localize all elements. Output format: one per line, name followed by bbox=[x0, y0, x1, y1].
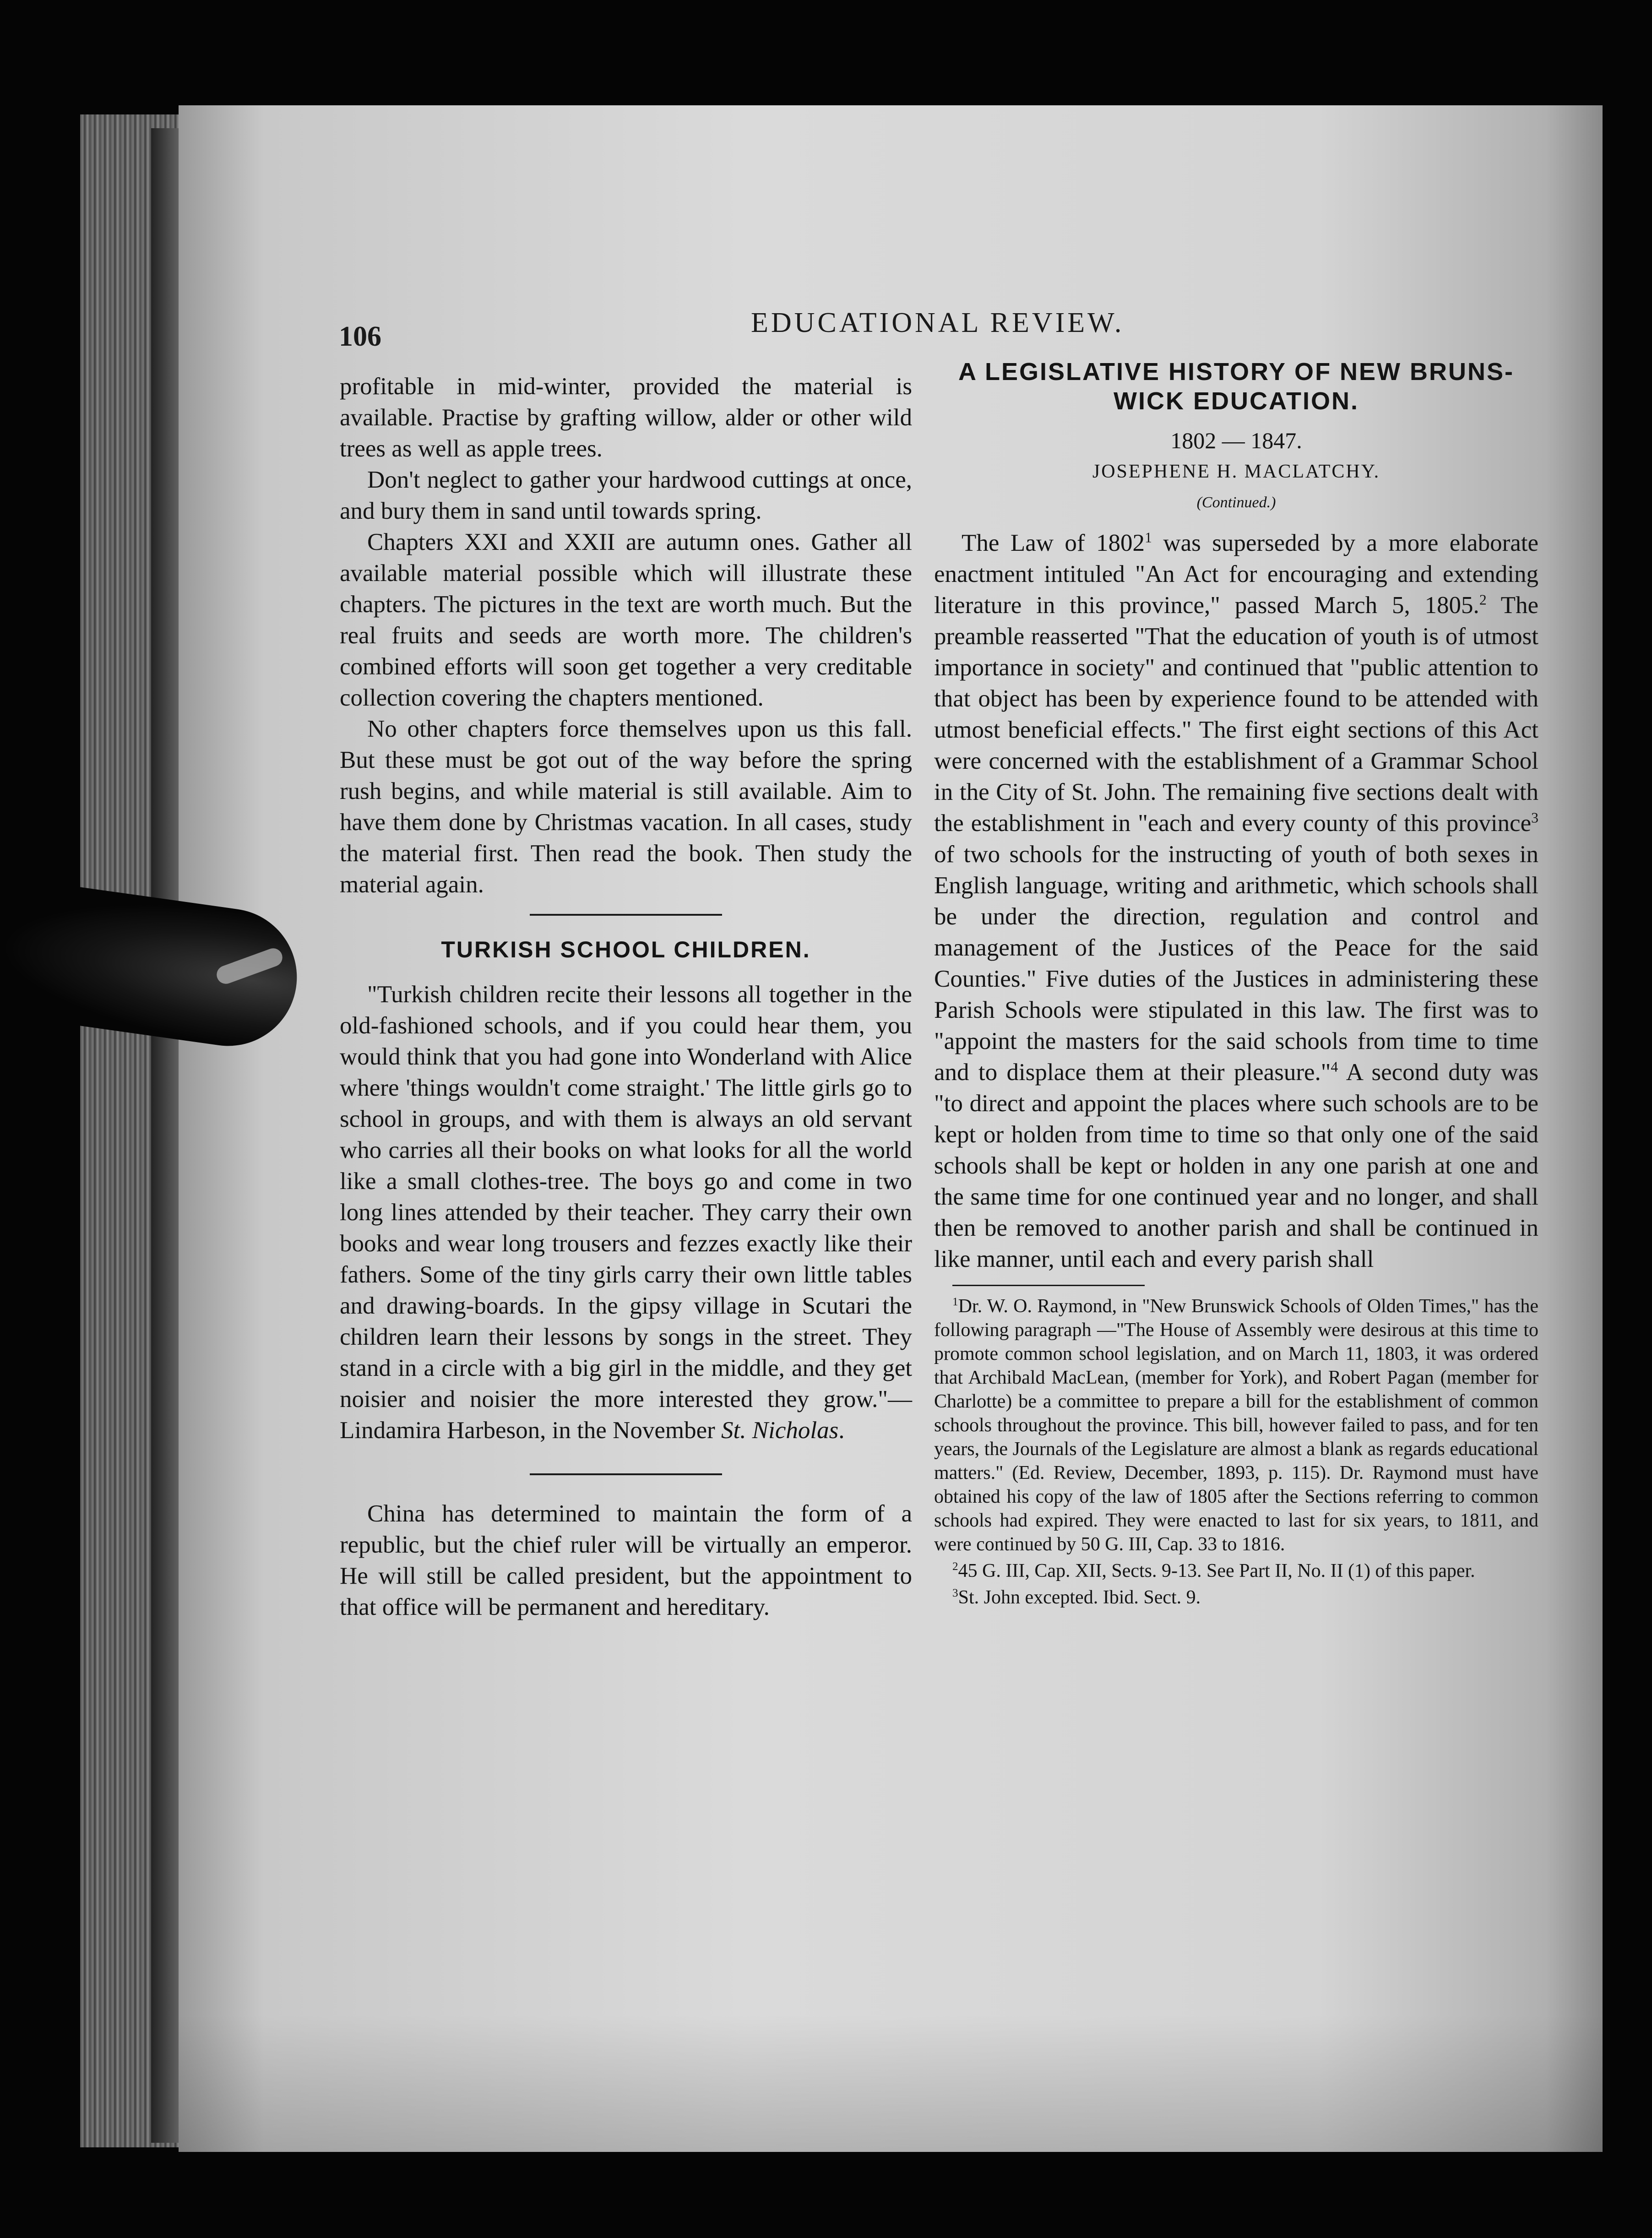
section-divider bbox=[530, 914, 722, 916]
body-text: The preamble reasserted "That the education of youth is of utmost importance in society" and continued that "public attention to that object has been by experience found to be attended with utmost beneficial effects." The first eight sections of this Act were concerned with the establishment of a Grammar School in the City of St. John. The remaining five sections dealt with the establishment in "each and every county of this province bbox=[934, 592, 1538, 837]
turkish-text: "Turkish children recite their lessons all together in the old-fashioned schools, and if you could hear them, you would think that you had gone into Wonderland with Alice where 'things wouldn't come straight.' The little girls go to school in groups, and with them is always an old servant who carries all their books on what looks for all the world like a small clothes-tree. The boys go and come in two long lines attended by their teacher. They carry their own books and wear long trousers and fezzes exactly like their fathers. Some of the tiny girls carry their own little tables and drawing-boards. In the gipsy village in Scutari the children learn their lessons by songs in the street. They stand in a circle with a big girl in the middle, and they get noisier and noisier the more interested they grow."— Lindamira Harbeson, in the November bbox=[340, 981, 912, 1444]
paragraph: Don't neglect to gather your hardwood cuttings at once, and bury them in sand until towards spring. bbox=[340, 467, 912, 524]
footnote-ref[interactable]: 3 bbox=[1531, 809, 1538, 826]
period: . bbox=[838, 1417, 845, 1444]
footnote-text: 45 G. III, Cap. XII, Sects. 9-13. See Part II, No. II (1) of this paper. bbox=[958, 1560, 1475, 1581]
footnote-divider bbox=[952, 1285, 1145, 1286]
paragraph: China has determined to maintain the form of a republic, but the chief ruler will be virtually an emperor. He will still be called president, but the appointment to that office will be permanent and hereditary. bbox=[340, 1500, 912, 1620]
footnote-mark: 3 bbox=[952, 1587, 958, 1599]
article-author: JOSEPHENE H. MACLATCHY. bbox=[1092, 461, 1380, 482]
section-divider bbox=[530, 1473, 722, 1475]
footnote-text: Dr. W. O. Raymond, in "New Brunswick Schools of Olden Times," has the following paragraph —"The House of Assembly were desirous at this time to promote common school legislation, and on March 11, 1803, it was ordered that Archibald MacLean, (member for York), and Robert Pagan (member for Charlotte) be a committee to prepare a bill for the establishment of common schools throughout the province. This bill, however failed to pass, and for ten years, the Journals of the Legislature are almost a blank as regards educational matters." (Ed. Review, December, 1893, p. 115). Dr. Raymond must have obtained his copy of the law of 1805 after the Sections referring to common schools had expired. They were enacted to last for six years, to 1811, and were continued by 50 G. III, Cap. 33 to 1816. bbox=[934, 1296, 1538, 1555]
page-header bbox=[330, 307, 1543, 357]
article-title: WICK EDUCATION. bbox=[1114, 387, 1359, 415]
page-number: 106 bbox=[339, 321, 381, 352]
section-title: TURKISH SCHOOL CHILDREN. bbox=[441, 937, 811, 962]
continued-note: (Continued.) bbox=[1196, 494, 1276, 511]
footnote-ref[interactable]: 1 bbox=[1145, 529, 1152, 546]
body-text: The Law of 1802 bbox=[962, 530, 1145, 556]
article-years: 1802 — 1847. bbox=[1170, 428, 1302, 453]
running-head: EDUCATIONAL REVIEW. bbox=[751, 307, 1125, 338]
footnote bbox=[934, 1559, 1538, 1583]
footnote-ref[interactable]: 2 bbox=[1479, 592, 1487, 608]
left-column bbox=[340, 371, 912, 1623]
footnote-mark: 1 bbox=[952, 1296, 958, 1308]
footnote-text: St. John excepted. Ibid. Sect. 9. bbox=[958, 1587, 1201, 1608]
body-text: of two schools for the instructing of youth of both sexes in English language, writing and arithmetic, which schools shall be under the direction, regulation and control and management of the Justices of the Peace for the said Counties." Five duties of the Justices in administering these Parish Schools were stipulated in this law. The first was to "appoint the masters for the said schools from time to time and to displace them at their pleasure." bbox=[934, 841, 1538, 1086]
article-body bbox=[934, 527, 1538, 1275]
footnote bbox=[934, 1294, 1538, 1556]
paragraph: No other chapters force themselves upon us this fall. But these must be got out of the way before the spring rush begins, and while material is still available. Aim to have them done by Christmas vacation. In all cases, study the material first. Then read the book. Then study the material again. bbox=[340, 716, 912, 898]
body-text: A second duty was "to direct and appoint the places where such schools are to be kept or holden from time to time so that only one of the said schools shall be kept or holden in any one parish at one and the same time for one continued year and no longer, and shall then be removed to another parish and shall be continued in like manner, until each and every parish shall bbox=[934, 1059, 1539, 1272]
footnote-mark: 2 bbox=[952, 1560, 958, 1573]
page-shadow bbox=[179, 2015, 1603, 2152]
paragraph bbox=[340, 979, 912, 1446]
footnote bbox=[934, 1586, 1538, 1609]
source-title: St. Nicholas bbox=[721, 1417, 839, 1444]
footnotes bbox=[934, 1294, 1538, 1609]
paragraph: Chapters XXI and XXII are autumn ones. Gather all available material possible which will illustrate these chapters. The pictures in the text are worth much. But the real fruits and seeds are worth more. The children's combined efforts will soon get together a very creditable collection covering the chapters mentioned. bbox=[340, 529, 912, 711]
body-text: was superseded by a more elaborate enactment intituled "An Act for encouraging and extending literature in this province," passed March 5, 1805. bbox=[934, 530, 1538, 619]
article-title: A LEGISLATIVE HISTORY OF NEW BRUNS- bbox=[958, 358, 1515, 386]
right-column bbox=[934, 357, 1538, 1612]
footnote-ref[interactable]: 4 bbox=[1331, 1059, 1338, 1075]
paragraph: profitable in mid-winter, provided the material is available. Practise by grafting willow, alder or other wild trees as well as apple trees. bbox=[340, 373, 912, 462]
